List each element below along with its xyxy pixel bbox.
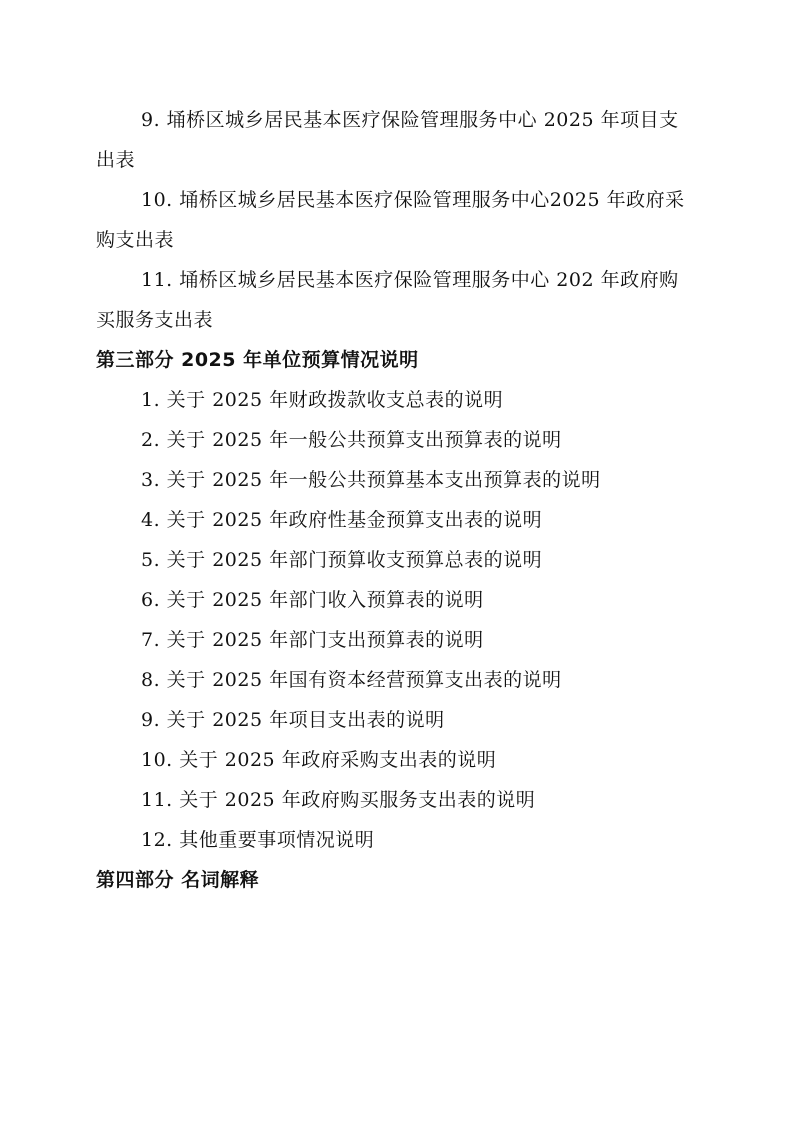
toc-item-p2-10-line1: 10. 埇桥区城乡居民基本医疗保险管理服务中心2025 年政府采 <box>141 189 685 211</box>
part3-heading: 第三部分 2025 年单位预算情况说明 <box>96 349 419 371</box>
toc-item-p3-11: 11. 关于 2025 年政府购买服务支出表的说明 <box>141 789 536 811</box>
toc-item-p3-10: 10. 关于 2025 年政府采购支出表的说明 <box>141 749 497 771</box>
part4-heading: 第四部分 名词解释 <box>96 869 260 891</box>
toc-item-p3-5: 5. 关于 2025 年部门预算收支预算总表的说明 <box>141 549 543 571</box>
toc-item-p3-3: 3. 关于 2025 年一般公共预算基本支出预算表的说明 <box>141 469 601 491</box>
toc-item-p3-2: 2. 关于 2025 年一般公共预算支出预算表的说明 <box>141 429 562 451</box>
toc-item-p3-7: 7. 关于 2025 年部门支出预算表的说明 <box>141 629 484 651</box>
toc-item-p3-4: 4. 关于 2025 年政府性基金预算支出表的说明 <box>141 509 543 531</box>
toc-item-p2-9-line2: 出表 <box>96 149 136 171</box>
toc-item-p3-9: 9. 关于 2025 年项目支出表的说明 <box>141 709 445 731</box>
toc-item-p2-11-line1: 11. 埇桥区城乡居民基本医疗保险管理服务中心 202 年政府购 <box>141 269 679 291</box>
toc-item-p3-8: 8. 关于 2025 年国有资本经营预算支出表的说明 <box>141 669 562 691</box>
toc-item-p3-1: 1. 关于 2025 年财政拨款收支总表的说明 <box>141 389 504 411</box>
toc-item-p3-6: 6. 关于 2025 年部门收入预算表的说明 <box>141 589 484 611</box>
toc-item-p2-9-line1: 9. 埇桥区城乡居民基本医疗保险管理服务中心 2025 年项目支 <box>141 109 679 131</box>
toc-item-p3-12: 12. 其他重要事项情况说明 <box>141 829 375 851</box>
toc-item-p2-10-line2: 购支出表 <box>96 229 175 251</box>
toc-item-p2-11-line2: 买服务支出表 <box>96 309 214 331</box>
